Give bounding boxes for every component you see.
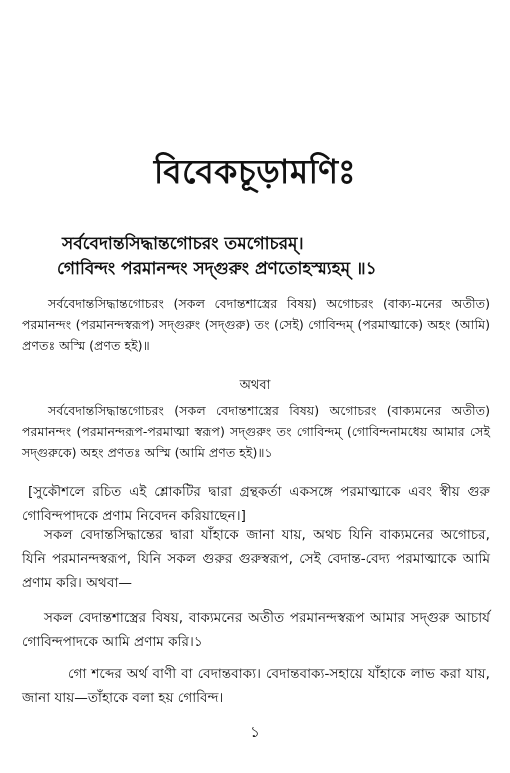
sanskrit-verse bbox=[57, 232, 482, 282]
word-meaning-paragraph: সর্ববেদান্তসিদ্ধান্তগোচরং (সকল বেদান্তশাস্ত্রের বিষয়) অগোচরং (বাক্য-মনের অতীত) পরমানন্দং (পরমানন্দস্বরূপ) সদ্গুরুং (সদ্গুরু) তং (সেই) গোবিন্দম্ (পরমাত্মাকে) অহং (আমি) প্রণতঃ অস্মি (প্রণত হই)॥ bbox=[22, 296, 490, 353]
bracketed-note: [সুকৌশলে রচিত এই শ্লোকটির দ্বারা গ্রন্থকর্তা একসঙ্গে পরমাত্মাকে এবং স্বীয় গুরু গোবিন্দপাদকে প্রণাম নিবেদন করিয়াছেন।] bbox=[22, 484, 490, 524]
verse-line-1: সর্ববেদান্তসিদ্ধান্তগোচরং তমগোচরম্। bbox=[62, 234, 304, 254]
translation-paragraph: সকল বেদান্তসিদ্ধান্তের দ্বারা যাঁহাকে জানা যায়, অথচ যিনি বাক্যমনের অগোচর, যিনি পরমানন্দস্বরূপ, যিনি সকল গুরুর গুরুস্বরূপ, সেই বেদান্ত-বেদ্য পরমাত্মাকে আমি প্রণাম করি। অথবা— bbox=[22, 527, 490, 591]
page-number: ১ bbox=[250, 723, 260, 741]
alternative-heading: অথবা bbox=[239, 378, 271, 393]
explanation-paragraph: গো শব্দের অর্থ বাণী বা বেদান্তবাক্য। বেদান্তবাক্য-সহায়ে যাঁহাকে লাভ করা যায়, জানা যায়—তাঁহাকে বলা হয় গোবিন্দ। bbox=[22, 666, 490, 706]
verse-line-2: গোবিন্দং পরমানন্দং সদ্গুরুং প্রণতোহস্ম্যহম্ ॥১ bbox=[57, 259, 377, 279]
page-title: বিবেকচূড়ামণিঃ bbox=[153, 152, 357, 191]
alternative-word-meaning-paragraph: সর্ববেদান্তসিদ্ধান্তগোচরং (সকল বেদান্তশাস্ত্রের বিষয়) অগোচরং (বাক্যমনের অতীত) পরমানন্দং (পরমানন্দরূপ-পরমাত্মা স্বরূপ) সদ্গুরুং তং গোবিন্দম্ (গোবিন্দনামধেয় আমার সেই সদ্গুরুকে) অহং প্রণতঃ অস্মি (আমি প্রণত হই)॥১ bbox=[22, 403, 490, 460]
alternative-translation-paragraph: সকল বেদান্তশাস্ত্রের বিষয়, বাক্যমনের অতীত পরমানন্দস্বরূপ আমার সদ্গুরু আচার্য গোবিন্দপাদকে আমি প্রণাম করি।১ bbox=[22, 610, 490, 650]
